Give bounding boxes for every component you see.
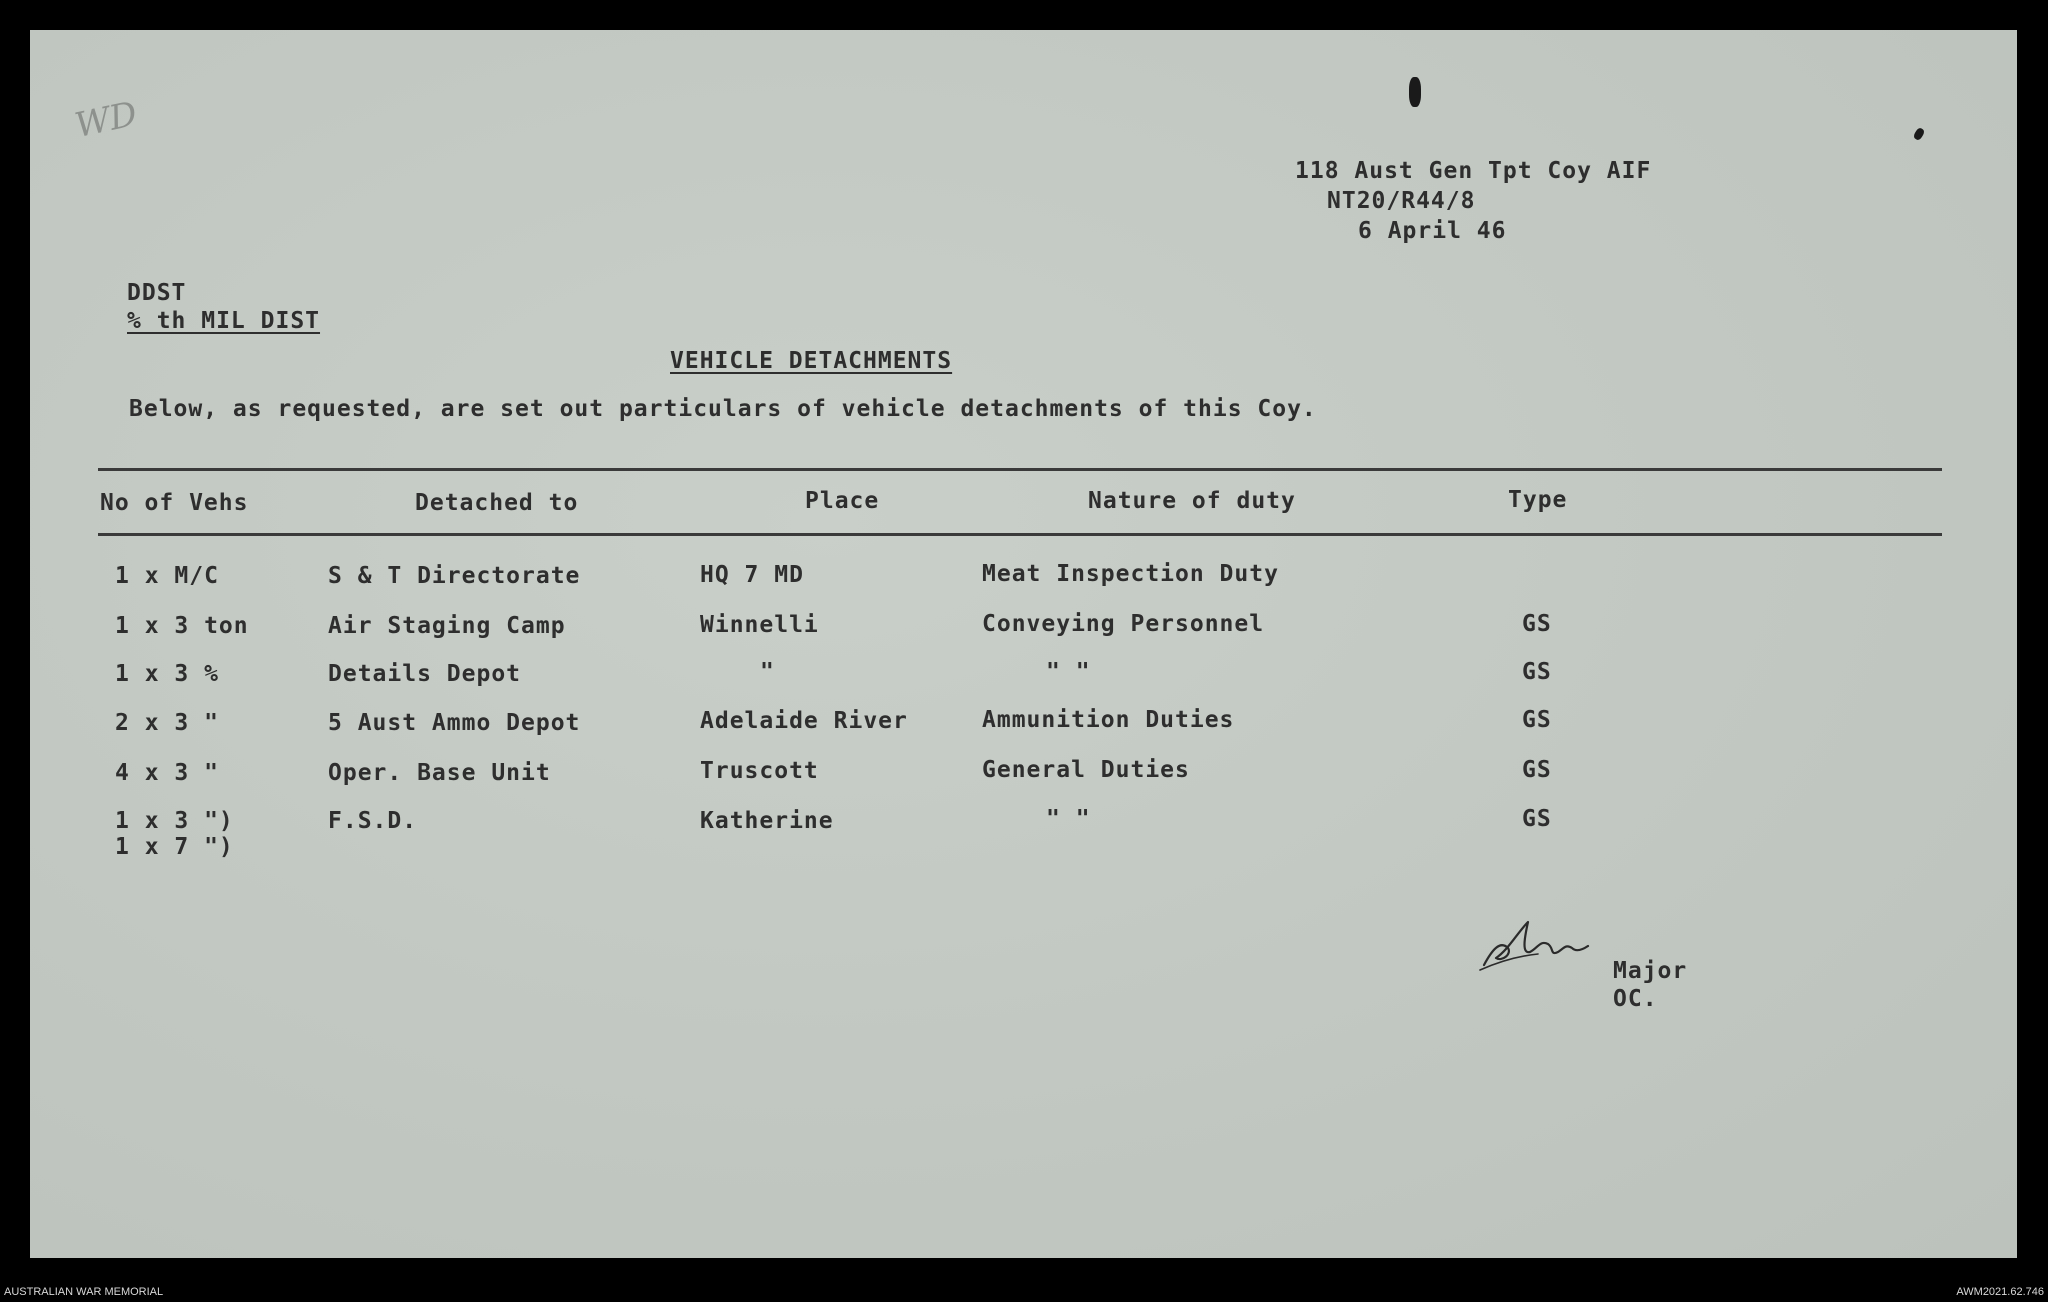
header-no-of-vehs: No of Vehs bbox=[100, 490, 249, 516]
footer-right: AWM2021.62.746 bbox=[1956, 1286, 2044, 1298]
addressee-line1: DDST bbox=[127, 280, 187, 306]
table-cell-place: Truscott bbox=[700, 758, 819, 784]
table-cell-type: GS bbox=[1522, 757, 1552, 783]
table-cell-vehs: 1 x 3 % bbox=[115, 661, 219, 687]
table-cell-detached: Air Staging Camp bbox=[328, 613, 566, 639]
table-cell-vehs-continued: 1 x 7 ") bbox=[115, 834, 234, 860]
header-type: Type bbox=[1508, 487, 1568, 513]
table-cell-type: GS bbox=[1522, 659, 1552, 685]
table-cell-vehs: 4 x 3 " bbox=[115, 760, 219, 786]
footer-left: AUSTRALIAN WAR MEMORIAL bbox=[4, 1286, 164, 1298]
document-title: VEHICLE DETACHMENTS bbox=[670, 348, 953, 374]
table-cell-duty: " " bbox=[1046, 659, 1091, 685]
table-cell-place: " bbox=[760, 659, 775, 685]
signoff-rank: Major bbox=[1613, 958, 1688, 984]
table-cell-duty: " " bbox=[1046, 806, 1091, 832]
header-detached-to: Detached to bbox=[415, 490, 579, 516]
table-cell-duty: Meat Inspection Duty bbox=[982, 561, 1279, 587]
table-cell-place: Winnelli bbox=[700, 612, 819, 638]
table-cell-detached: Details Depot bbox=[328, 661, 522, 687]
table-cell-duty: Conveying Personnel bbox=[982, 611, 1265, 637]
table-cell-type: GS bbox=[1522, 806, 1552, 832]
table-top-rule bbox=[98, 468, 1942, 471]
table-header-rule bbox=[98, 533, 1942, 536]
document-page bbox=[30, 30, 2017, 1258]
table-cell-detached: 5 Aust Ammo Depot bbox=[328, 710, 581, 736]
paper-mark bbox=[1913, 127, 1926, 141]
header-nature-of-duty: Nature of duty bbox=[1088, 488, 1296, 514]
table-cell-vehs: 1 x M/C bbox=[115, 563, 219, 589]
sender-date: 6 April 46 bbox=[1358, 218, 1507, 244]
table-cell-place: HQ 7 MD bbox=[700, 562, 804, 588]
table-cell-vehs: 2 x 3 " bbox=[115, 710, 219, 736]
header-place: Place bbox=[805, 488, 880, 514]
table-cell-detached: F.S.D. bbox=[328, 808, 418, 834]
table-cell-detached: S & T Directorate bbox=[328, 563, 581, 589]
table-cell-duty: Ammunition Duties bbox=[982, 707, 1235, 733]
table-cell-duty: General Duties bbox=[982, 757, 1190, 783]
table-cell-type: GS bbox=[1522, 611, 1552, 637]
table-cell-vehs: 1 x 3 ") bbox=[115, 808, 234, 834]
table-cell-type: GS bbox=[1522, 707, 1552, 733]
intro-text: Below, as requested, are set out particulars of vehicle detachments of this Coy. bbox=[129, 396, 1317, 422]
table-cell-place: Adelaide River bbox=[700, 708, 908, 734]
addressee-line2: % th MIL DIST bbox=[127, 308, 321, 334]
table-cell-place: Katherine bbox=[700, 808, 834, 834]
margin-note: WD bbox=[71, 93, 141, 147]
signoff-role: OC. bbox=[1613, 986, 1658, 1012]
handwritten-signature bbox=[1478, 910, 1598, 980]
sender-reference: NT20/R44/8 bbox=[1327, 188, 1476, 214]
table-cell-vehs: 1 x 3 ton bbox=[115, 613, 249, 639]
table-cell-detached: Oper. Base Unit bbox=[328, 760, 551, 786]
sender-unit: 118 Aust Gen Tpt Coy AIF bbox=[1295, 158, 1652, 184]
punch-hole-mark bbox=[1409, 77, 1421, 107]
